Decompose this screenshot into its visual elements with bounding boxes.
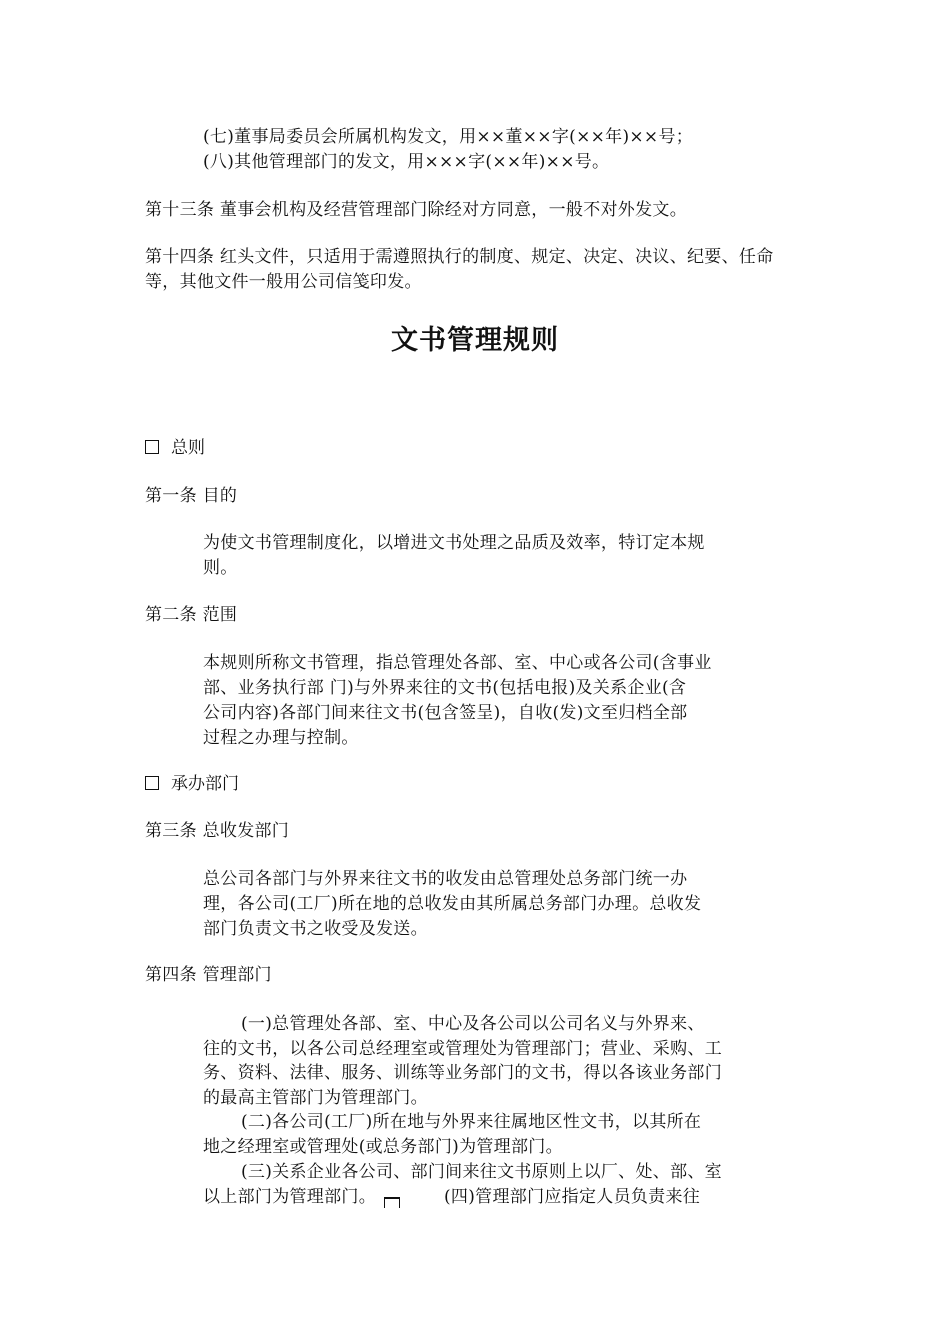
- article-13: 第十三条 董事会机构及经营管理部门除经对方同意，一般不对外发文。: [145, 200, 688, 220]
- article-3-line-2: 理，各公司(工厂)所在地的总收发由其所属总务部门办理。总收发: [203, 894, 702, 914]
- article-4-line-5: (二)各公司(工厂)所在地与外界来往属地区性文书，以其所在: [241, 1112, 702, 1132]
- checkbox-square-icon: [145, 776, 159, 790]
- article-3-line-3: 部门负责文书之收受及发送。: [203, 919, 428, 939]
- clause-7: (七)董事局委员会所属机构发文，用××董××字(××年)××号；: [203, 127, 694, 147]
- article-1-line-2: 则。: [203, 558, 238, 578]
- section-general: [145, 436, 205, 460]
- document-title: 文书管理规则: [391, 325, 559, 356]
- article-1-line-1: 为使文书管理制度化，以增进文书处理之品质及效率，特订定本规: [203, 533, 705, 553]
- article-4-line-7: (三)关系企业各公司、部门间来往文书原则上以厂、处、部、室: [241, 1162, 722, 1182]
- article-4-line-8-part-2: (四)管理部门应指定人员负责来往: [444, 1187, 701, 1207]
- article-4-heading: 第四条 管理部门: [145, 965, 272, 985]
- article-14-line-1: 第十四条 红头文件，只适用于需遵照执行的制度、规定、决定、决议、纪要、任命: [145, 247, 774, 267]
- article-1-heading: 第一条 目的: [145, 486, 238, 506]
- article-4-line-2: 往的文书，以各公司总经理室或管理处为管理部门；营业、采购、工: [203, 1039, 722, 1059]
- section-general-label: 总则: [171, 438, 205, 458]
- article-2-line-3: 公司内容)各部门间来往文书(包含签呈)，自收(发)文至归档全部: [203, 703, 688, 723]
- article-4-line-3: 务、资料、法律、服务、训练等业务部门的文书，得以各该业务部门: [203, 1063, 722, 1083]
- article-4-line-8: [203, 1185, 700, 1209]
- article-2-heading: 第二条 范围: [145, 605, 238, 625]
- page-break-mark-icon: [384, 1197, 400, 1208]
- article-2-line-1: 本规则所称文书管理，指总管理处各部、室、中心或各公司(含事业: [203, 653, 712, 673]
- article-2-line-2: 部、业务执行部 门)与外界来往的文书(包括电报)及关系企业(含: [203, 678, 687, 698]
- section-dept-label: 承办部门: [171, 774, 239, 794]
- clause-8: (八)其他管理部门的发文，用×××字(××年)××号。: [203, 152, 610, 172]
- article-2-line-4: 过程之办理与控制。: [203, 728, 359, 748]
- checkbox-square-icon: [145, 440, 159, 454]
- article-3-heading: 第三条 总收发部门: [145, 821, 290, 841]
- section-dept: [145, 772, 239, 796]
- article-4-line-4: 的最高主管部门为管理部门。: [203, 1088, 428, 1108]
- article-3-line-1: 总公司各部门与外界来往文书的收发由总管理处总务部门统一办: [203, 869, 688, 889]
- article-4-line-1: (一)总管理处各部、室、中心及各公司以公司名义与外界来、: [241, 1014, 705, 1034]
- article-14-line-2: 等，其他文件一般用公司信笺印发。: [145, 272, 422, 292]
- article-4-line-8-part-1: 以上部门为管理部门。: [203, 1187, 376, 1207]
- article-4-line-6: 地之经理室或管理处(或总务部门)为管理部门。: [203, 1137, 563, 1157]
